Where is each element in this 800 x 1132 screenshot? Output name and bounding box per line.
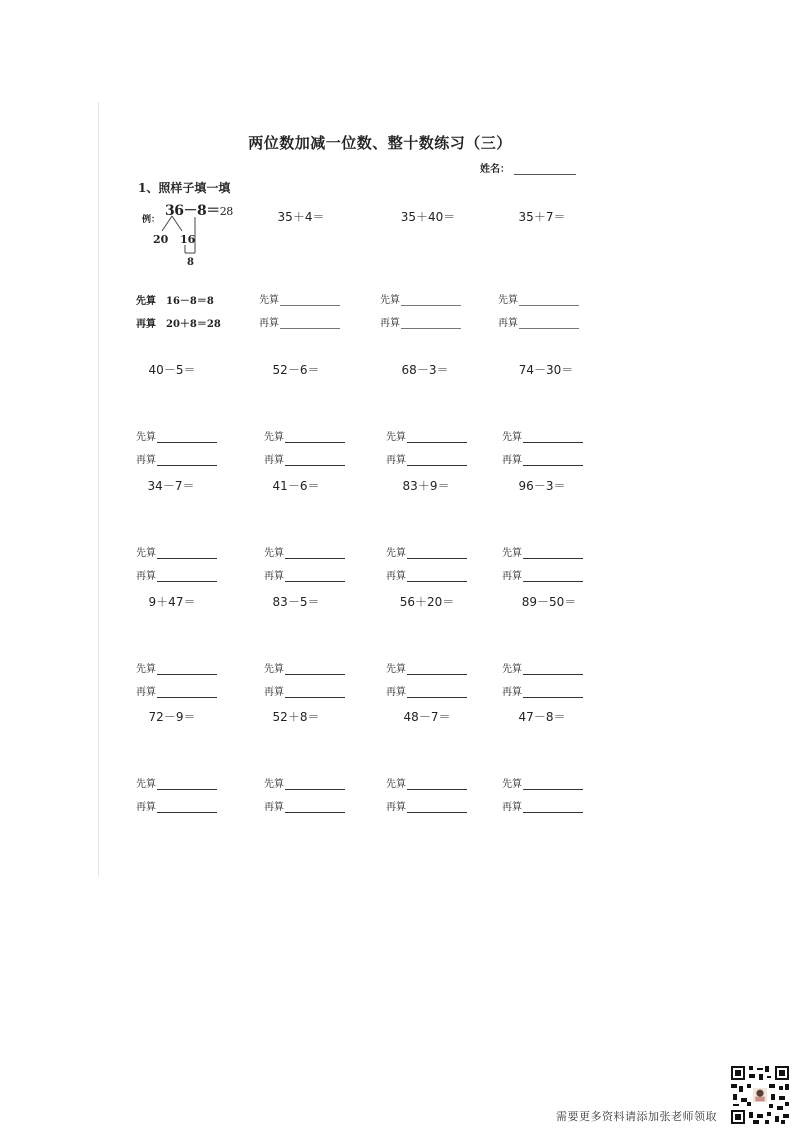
step-label: 再算	[264, 687, 284, 698]
problem-r3-c2: 41－6＝	[272, 479, 320, 493]
problem-r4-c1: 9＋47＝	[148, 595, 196, 609]
problem-r2-c2: 52－6＝	[272, 363, 320, 377]
answer-blank[interactable]	[519, 317, 579, 329]
answer-blank[interactable]	[285, 686, 345, 698]
qr-code-icon	[729, 1064, 791, 1126]
example-answer: 28	[219, 205, 233, 218]
problem-r1-c2: 35＋4＝	[277, 210, 325, 224]
step-first-r3-c1[interactable]	[136, 545, 217, 559]
step-label: 再算	[502, 687, 522, 698]
step-first-r5-c4[interactable]	[502, 776, 583, 790]
step-first-r3-c4[interactable]	[502, 545, 583, 559]
answer-blank[interactable]	[157, 547, 217, 559]
problem-r1-c4: 35＋7＝	[518, 210, 566, 224]
step-first-r1-c4[interactable]	[498, 292, 579, 306]
answer-blank[interactable]	[285, 801, 345, 813]
answer-blank[interactable]	[407, 547, 467, 559]
problem-r2-c3: 68－3＝	[401, 363, 449, 377]
problem-r2-c4: 74－30＝	[518, 363, 574, 377]
answer-blank[interactable]	[523, 686, 583, 698]
step-label: 再算	[386, 802, 406, 813]
step-label: 再算	[380, 318, 400, 329]
example-step-first: 先算 16－8＝8	[136, 296, 214, 307]
answer-blank[interactable]	[285, 778, 345, 790]
problem-r2-c1: 40－5＝	[148, 363, 196, 377]
step-first-r2-c3[interactable]	[386, 429, 467, 443]
problem-r3-c3: 83＋9＝	[402, 479, 450, 493]
problem-r4-c2: 83－5＝	[272, 595, 320, 609]
step-label: 先算	[136, 664, 156, 675]
name-blank[interactable]	[514, 164, 576, 175]
answer-blank[interactable]	[285, 431, 345, 443]
example-final: 8	[187, 257, 194, 268]
example-step-then: 再算 20＋8＝28	[136, 319, 221, 330]
answer-blank[interactable]	[407, 663, 467, 675]
answer-blank[interactable]	[523, 454, 583, 466]
step-label: 先算	[386, 548, 406, 559]
step-first-r2-c4[interactable]	[502, 429, 583, 443]
step-first-r4-c3[interactable]	[386, 661, 467, 675]
example-split-a: 20	[153, 233, 169, 246]
step-then-r5-c3[interactable]	[386, 799, 467, 813]
step-label: 先算	[386, 779, 406, 790]
answer-blank[interactable]	[157, 663, 217, 675]
answer-blank[interactable]	[523, 570, 583, 582]
example-split-b: 16	[180, 233, 196, 246]
step-then-r5-c4[interactable]	[502, 799, 583, 813]
step-then-r3-c1[interactable]	[136, 568, 217, 582]
step-then-r4-c3[interactable]	[386, 684, 467, 698]
step-label: 先算	[136, 779, 156, 790]
step-label: 先算	[386, 664, 406, 675]
step-label: 再算	[136, 687, 156, 698]
problem-r4-c4: 89－50＝	[521, 595, 577, 609]
step-label: 先算	[502, 779, 522, 790]
name-area	[480, 160, 576, 175]
step-label: 先算	[264, 432, 284, 443]
step-first-r3-c3[interactable]	[386, 545, 467, 559]
answer-blank[interactable]	[407, 454, 467, 466]
answer-blank[interactable]	[523, 431, 583, 443]
answer-blank[interactable]	[157, 686, 217, 698]
step-then-r4-c1[interactable]	[136, 684, 217, 698]
answer-blank[interactable]	[280, 317, 340, 329]
answer-blank[interactable]	[157, 431, 217, 443]
example-equation-text: 36－8＝	[165, 203, 220, 219]
answer-blank[interactable]	[523, 663, 583, 675]
step-label: 再算	[136, 455, 156, 466]
section-heading: 1、照样子填一填	[138, 181, 231, 195]
step-label: 先算	[264, 664, 284, 675]
answer-blank[interactable]	[285, 454, 345, 466]
step-then-r1-c3[interactable]	[380, 315, 461, 329]
step-label: 再算	[259, 318, 279, 329]
step-label: 先算	[259, 295, 279, 306]
step-label: 先算	[502, 432, 522, 443]
step-first-r2-c1[interactable]	[136, 429, 217, 443]
answer-blank[interactable]	[285, 663, 345, 675]
step-first-r5-c1[interactable]	[136, 776, 217, 790]
answer-blank[interactable]	[407, 778, 467, 790]
problem-r4-c3: 56＋20＝	[399, 595, 455, 609]
step-label: 再算	[136, 802, 156, 813]
step-label: 先算	[136, 548, 156, 559]
answer-blank[interactable]	[407, 686, 467, 698]
step-label: 再算	[502, 455, 522, 466]
answer-blank[interactable]	[523, 801, 583, 813]
step-then-r5-c1[interactable]	[136, 799, 217, 813]
answer-blank[interactable]	[407, 431, 467, 443]
answer-blank[interactable]	[157, 801, 217, 813]
step-then-r4-c4[interactable]	[502, 684, 583, 698]
answer-blank[interactable]	[157, 454, 217, 466]
answer-blank[interactable]	[285, 547, 345, 559]
step-first-r3-c2[interactable]	[264, 545, 345, 559]
answer-blank[interactable]	[157, 570, 217, 582]
step-label: 再算	[498, 318, 518, 329]
step-label: 再算	[386, 571, 406, 582]
step-label: 先算	[386, 432, 406, 443]
answer-blank[interactable]	[401, 317, 461, 329]
problem-r3-c4: 96－3＝	[518, 479, 566, 493]
step-first-r1-c2[interactable]	[259, 292, 340, 306]
step-first-r2-c2[interactable]	[264, 429, 345, 443]
step-label: 再算	[264, 455, 284, 466]
problem-r5-c3: 48－7＝	[403, 710, 451, 724]
step-then-r2-c2[interactable]	[264, 452, 345, 466]
step-then-r3-c4[interactable]	[502, 568, 583, 582]
answer-blank[interactable]	[280, 294, 340, 306]
page-title: 两位数加减一位数、整十数练习（三）	[248, 134, 512, 152]
footer-note: 需要更多资料请添加张老师领取	[556, 1110, 717, 1123]
step-then-r3-c2[interactable]	[264, 568, 345, 582]
problem-r5-c4: 47－8＝	[518, 710, 566, 724]
step-label: 再算	[264, 802, 284, 813]
answer-blank[interactable]	[157, 778, 217, 790]
answer-blank[interactable]	[519, 294, 579, 306]
step-then-r2-c1[interactable]	[136, 452, 217, 466]
step-then-r2-c3[interactable]	[386, 452, 467, 466]
answer-blank[interactable]	[407, 801, 467, 813]
answer-blank[interactable]	[523, 547, 583, 559]
step-label: 先算	[502, 664, 522, 675]
step-label: 先算	[498, 295, 518, 306]
problem-r5-c2: 52＋8＝	[272, 710, 320, 724]
example-label: 例：	[142, 215, 161, 225]
name-label: 姓名：	[480, 164, 510, 175]
step-first-r5-c3[interactable]	[386, 776, 467, 790]
step-label: 再算	[386, 687, 406, 698]
answer-blank[interactable]	[523, 778, 583, 790]
problem-r5-c1: 72－9＝	[148, 710, 196, 724]
page-margin-line	[98, 102, 99, 877]
step-label: 再算	[502, 802, 522, 813]
step-then-r5-c2[interactable]	[264, 799, 345, 813]
step-then-r4-c2[interactable]	[264, 684, 345, 698]
step-then-r2-c4[interactable]	[502, 452, 583, 466]
step-label: 再算	[136, 571, 156, 582]
step-label: 再算	[386, 455, 406, 466]
step-first-r1-c3[interactable]	[380, 292, 461, 306]
step-label: 再算	[502, 571, 522, 582]
step-first-r4-c1[interactable]	[136, 661, 217, 675]
step-label: 先算	[264, 548, 284, 559]
step-first-r5-c2[interactable]	[264, 776, 345, 790]
step-then-r1-c4[interactable]	[498, 315, 579, 329]
step-label: 先算	[264, 779, 284, 790]
step-label: 再算	[264, 571, 284, 582]
step-then-r1-c2[interactable]	[259, 315, 340, 329]
problem-r1-c3: 35＋40＝	[400, 210, 456, 224]
problem-r3-c1: 34－7＝	[147, 479, 195, 493]
step-first-r4-c2[interactable]	[264, 661, 345, 675]
step-then-r3-c3[interactable]	[386, 568, 467, 582]
step-label: 先算	[502, 548, 522, 559]
step-label: 先算	[136, 432, 156, 443]
answer-blank[interactable]	[285, 570, 345, 582]
step-label: 先算	[380, 295, 400, 306]
answer-blank[interactable]	[407, 570, 467, 582]
answer-blank[interactable]	[401, 294, 461, 306]
step-first-r4-c4[interactable]	[502, 661, 583, 675]
